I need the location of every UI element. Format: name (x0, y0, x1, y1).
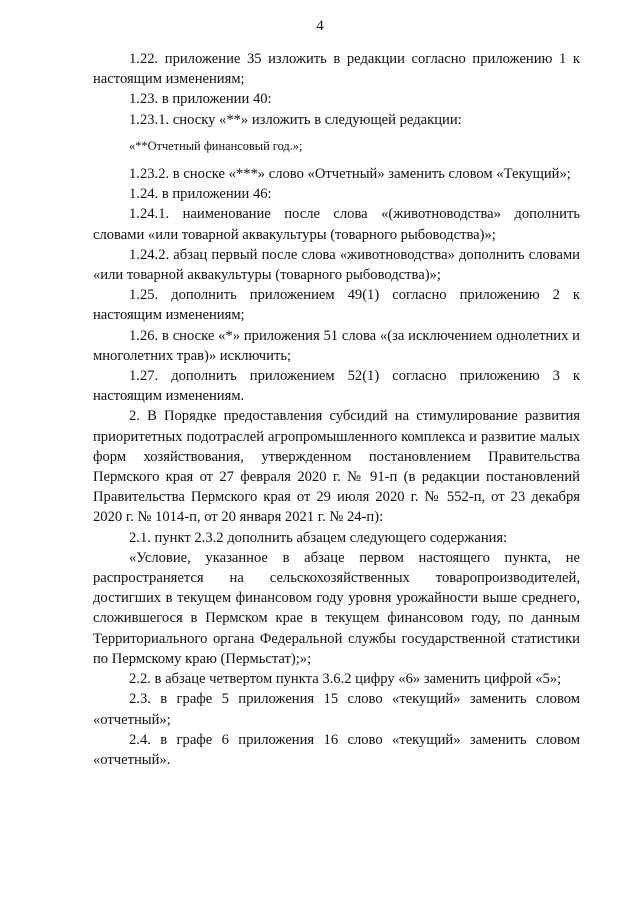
paragraph-2-2: 2.2. в абзаце четвертом пункта 3.6.2 цифру «6» заменить цифрой «5»; (129, 671, 562, 688)
paragraph-1-25: 1.25. дополнить приложением 49(1) согласно приложению 2 к настоящим изменениям; (93, 287, 580, 324)
paragraph-2-1: 2.1. пункт 2.3.2 дополнить абзацем следующего содержания: (129, 529, 508, 546)
paragraph-1-23-1: 1.23.1. сноску «**» изложить в следующей редакции: (129, 111, 462, 128)
paragraph-1-24-1: 1.24.1. наименование после слова «(животноводства» дополнить словами «или товарной аквакультуры (товарного рыбоводства)»; (93, 206, 580, 243)
paragraph-1-24: 1.24. в приложении 46: (129, 186, 272, 203)
page-number: 4 (316, 18, 324, 34)
paragraph-2-1-quote: «Условие, указанное в абзаце первом настоящего пункта, не распространяется на сельскохозяйственных товаропроизводителей, достигших в текущем финансовом году уровня урожайности выше среднего, сложившегося в Пермском крае в текущем финансовом году, по данным Территориального органа Федеральной службы государственной статистики по Пермскому краю (Пермьстат);»; (93, 549, 580, 667)
document-body (93, 49, 580, 770)
paragraph-1-22: 1.22. приложение 35 изложить в редакции согласно приложению 1 к настоящим изменениям; (93, 51, 580, 88)
paragraph-2: 2. В Порядке предоставления субсидий на стимулирование развития приоритетных подотраслей агропромышленного комплекса и развитие малых форм хозяйствования, утвержденном постановлением Правительства Пермского края от 27 февраля 2020 г. № 91-п (в редакции постановлений Правительства Пермского края от 29 июля 2020 г. № 552-п, от 23 декабря 2020 г. № 1014-п, от 20 января 2021 г. № 24-п): (93, 408, 580, 526)
footnote-quote: «**Отчетный финансовый год.»; (129, 138, 303, 153)
paragraph-1-24-2: 1.24.2. абзац первый после слова «животноводства» дополнить словами «или товарной аквакультуры (товарного рыбоводства)»; (93, 246, 580, 284)
paragraph-1-23: 1.23. в приложении 40: (129, 91, 272, 108)
paragraph-2-3: 2.3. в графе 5 приложения 15 слово «текущий» заменить словом «отчетный»; (93, 691, 580, 728)
paragraph-1-26: 1.26. в сноске «*» приложения 51 слова «(за исключением однолетних и многолетних трав)» исключить; (93, 327, 580, 364)
paragraph-1-27: 1.27. дополнить приложением 52(1) согласно приложению 3 к настоящим изменениям. (93, 368, 580, 405)
paragraph-2-4: 2.4. в графе 6 приложения 16 слово «текущий» заменить словом «отчетный». (93, 731, 580, 768)
paragraph-1-23-2: 1.23.2. в сноске «***» слово «Отчетный» заменить словом «Текущий»; (129, 166, 571, 183)
